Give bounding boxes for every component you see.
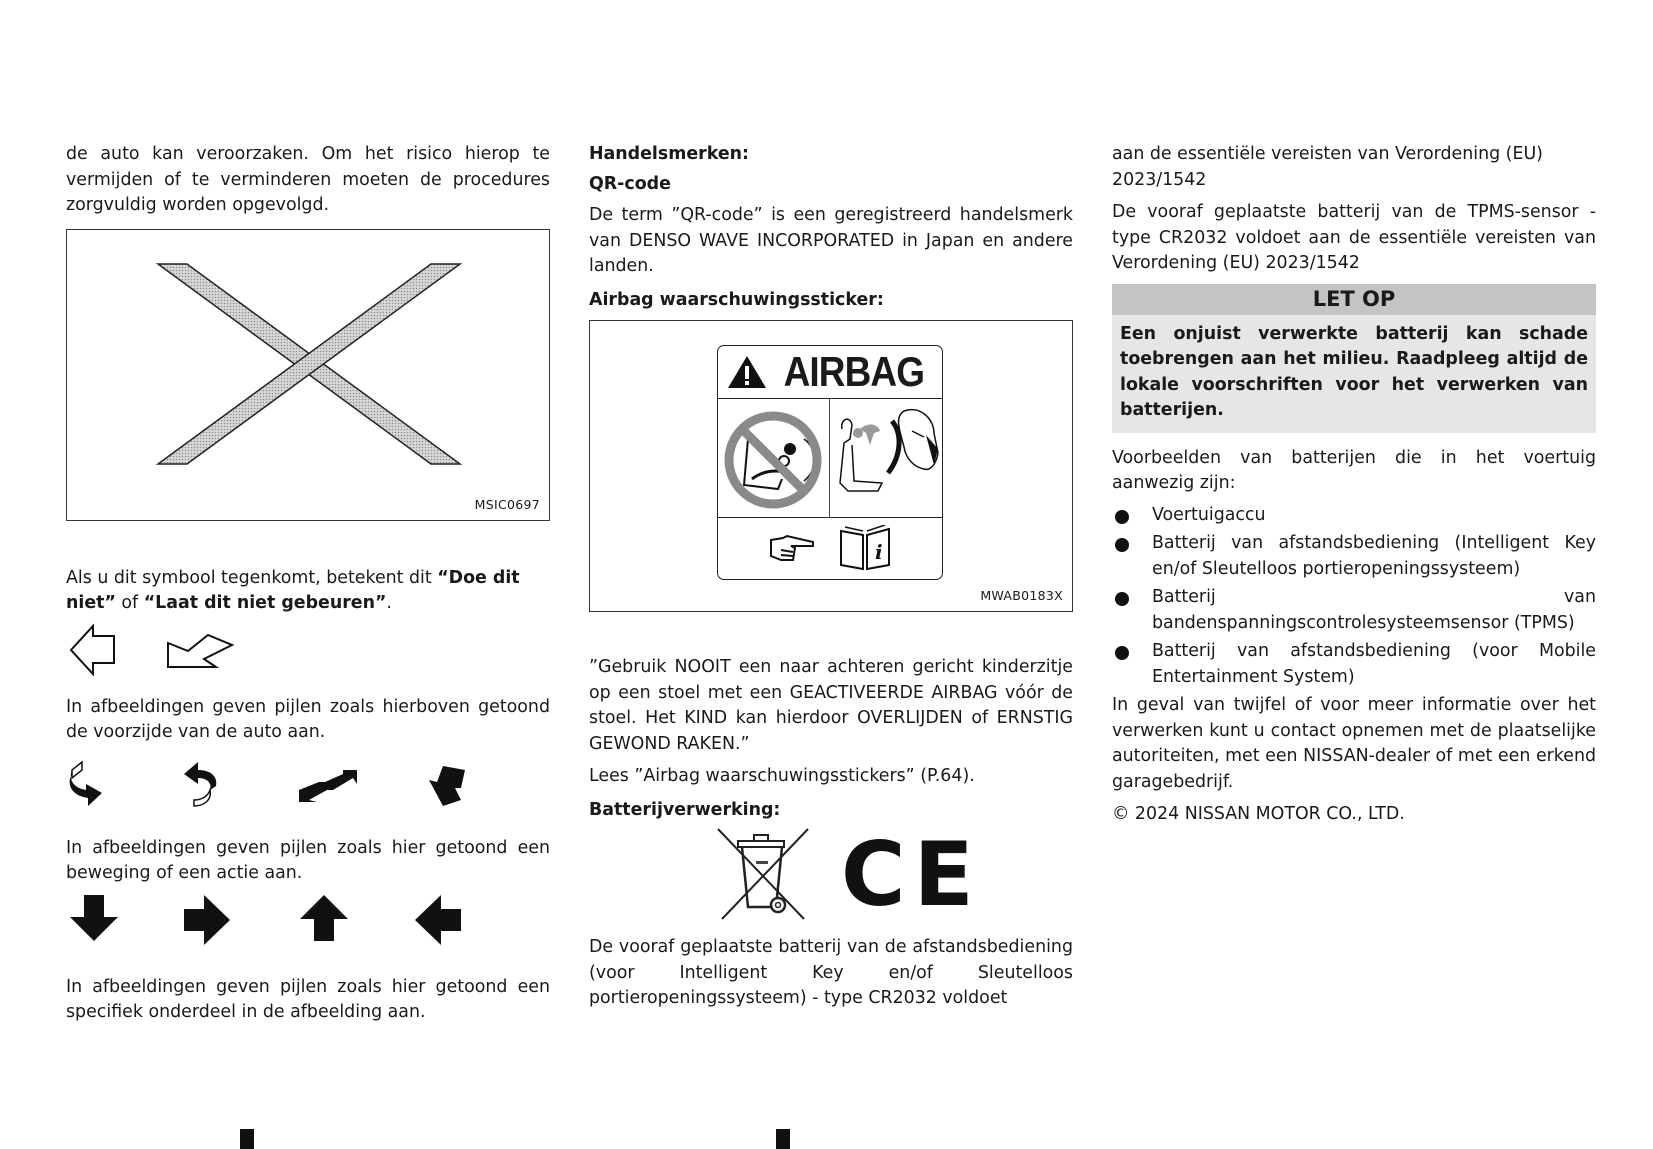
outline-arrow-angled-icon [166,631,236,671]
bullet-icon [1115,510,1129,524]
solid-arrow-right-icon [184,895,232,945]
list-item-text: Batterij van afstandsbediening (voor Mobile Entertainment System) [1152,641,1596,687]
figure-code: MWAB0183X [980,588,1063,603]
solid-arrow-down-icon [68,895,120,943]
figure-airbag-sticker [589,320,1073,612]
battery-examples-intro: Voorbeelden van batterijen die in het voertuig aanwezig zijn: [1112,447,1596,493]
prohibited-rear-child-seat [718,399,830,517]
airbag-sticker-middle [718,399,942,518]
front-arrows-paragraph: In afbeeldingen geven pijlen zoals hierboven getoond de voorzijde van de auto aan. [66,696,550,742]
text: Als u dit symbool tegenkomt, betekent dit [66,567,438,588]
arrow-down-left-icon [429,766,469,808]
motion-arrows-paragraph: In afbeeldingen geven pijlen zoals hier getoond een beweging of een actie aan. [66,837,550,883]
figure-do-not-symbol [66,229,550,521]
copyright: © 2024 NISSAN MOTOR CO., LTD. [1112,804,1405,824]
battery-disposal-symbols [589,823,1073,926]
battery-disposal-heading: Batterijverwerking: [589,799,781,820]
airbag-sticker [717,345,943,580]
bullet-icon [1115,592,1129,606]
caution-body [1112,315,1596,433]
trademarks-heading: Handelsmerken: [589,144,749,164]
manual-info-book-icon [839,525,891,571]
text: . [386,593,392,613]
warning-triangle-icon [726,354,768,390]
crop-mark-right [776,1129,790,1149]
airbag-impact-illustration [830,399,942,517]
do-not-phrase: “Doe dit niet” [66,567,520,613]
airbag-warning-quote: ”Gebruik NOOIT een naar achteren gericht kinderzitje op een stoel met een GEACTIVEERDE AIRBAG vóór de stoel. Het KIND kan hierdoor OVERLIJDEN of ERNSTIG GEWOND RAKEN.” [589,657,1073,754]
list-item-text: Batterij van afstandsbediening (Intelligent Key en/of Sleutelloos portieropeningssysteem) [1152,533,1596,579]
front-arrow-icons [66,623,550,681]
column-left [66,142,550,1026]
bullet-icon [1115,646,1129,660]
curved-arrow-back-icon [182,760,222,810]
do-not-let-happen-phrase: “Laat dit niet gebeuren” [143,593,387,613]
text: of [115,593,144,613]
caution-box [1112,284,1596,433]
list-item [1112,503,1596,529]
airbag-sticker-header [718,346,942,399]
no-rear-facing-child-seat-icon [718,399,829,517]
part-arrows-paragraph: In afbeeldingen geven pijlen zoals hier getoond een specifiek onderdeel in de afbeelding aan. [66,976,550,1022]
motion-arrow-icons [66,752,550,818]
qr-code-heading: QR-code [589,173,671,194]
tpms-battery-paragraph: De vooraf geplaatste batterij van de TPMS-sensor - type CR2032 voldoet aan de essentiële vereisten van Verordening (EU) 2023/1542 [1112,202,1596,273]
bullet-icon [1115,538,1129,552]
crossed-out-bin-icon [716,827,812,923]
airbag-label: AIRBAG [783,348,925,395]
column-right [1112,142,1596,828]
part-arrow-icons [66,895,550,953]
airbag-reference: Lees ”Airbag waarschuwingsstickers” (P.64). [589,766,975,786]
caution-text: Een onjuist verwerkte batterij kan schade toebrengen aan het milieu. Raadpleeg altijd de lokale voorschriften voor het verwerken van batterijen. [1120,323,1588,420]
airbag-sticker-heading: Airbag waarschuwingssticker: [589,289,884,310]
battery-examples-list [1112,503,1596,691]
doubt-paragraph: In geval van twijfel of voor meer informatie over het verwerken kunt u contact opnemen met de plaatselijke autoriteiten, met een NISSAN-dealer of met een erkend garagebedrijf. [1112,695,1596,792]
intro-paragraph: de auto kan veroorzaken. Om het risico hierop te vermijden of te verminderen moeten de procedures zorgvuldig worden opgevolgd. [66,144,550,215]
svg-text:i: i [875,540,883,564]
do-not-x-icon [67,230,551,520]
regulation-continuation: aan de essentiële vereisten van Verordening (EU) 2023/1542 [1112,144,1543,190]
airbag-deploy-icon [830,399,940,517]
double-arrow-diagonal-icon [299,770,359,804]
column-middle [589,142,1073,1012]
list-item [1112,585,1596,636]
solid-arrow-left-icon [415,895,463,945]
pointing-hand-icon [769,534,815,562]
figure-code: MSIC0697 [474,496,540,512]
symbol-meaning-paragraph [66,566,550,617]
ce-mark: CE [841,823,982,926]
curved-arrow-right-icon [68,760,108,810]
qr-code-paragraph: De term ”QR-code” is een geregistreerd handelsmerk van DENSO WAVE INCORPORATED in Japan en andere landen. [589,205,1073,276]
airbag-sticker-footer [718,518,942,578]
outline-arrow-left-icon [68,623,120,677]
solid-arrow-up-icon [298,895,350,943]
caution-title: LET OP [1112,284,1596,315]
list-item-text: Batterij van bandenspanningscontrolesysteemsensor (TPMS) [1152,587,1596,633]
list-item [1112,531,1596,582]
list-item [1112,639,1596,690]
list-item-text: Voertuigaccu [1152,504,1266,525]
battery-remote-paragraph: De vooraf geplaatste batterij van de afstandsbediening (voor Intelligent Key en/of Sleutelloos portieropeningssysteem) - type CR2032 voldoet [589,937,1073,1008]
crop-mark-left [240,1129,254,1149]
